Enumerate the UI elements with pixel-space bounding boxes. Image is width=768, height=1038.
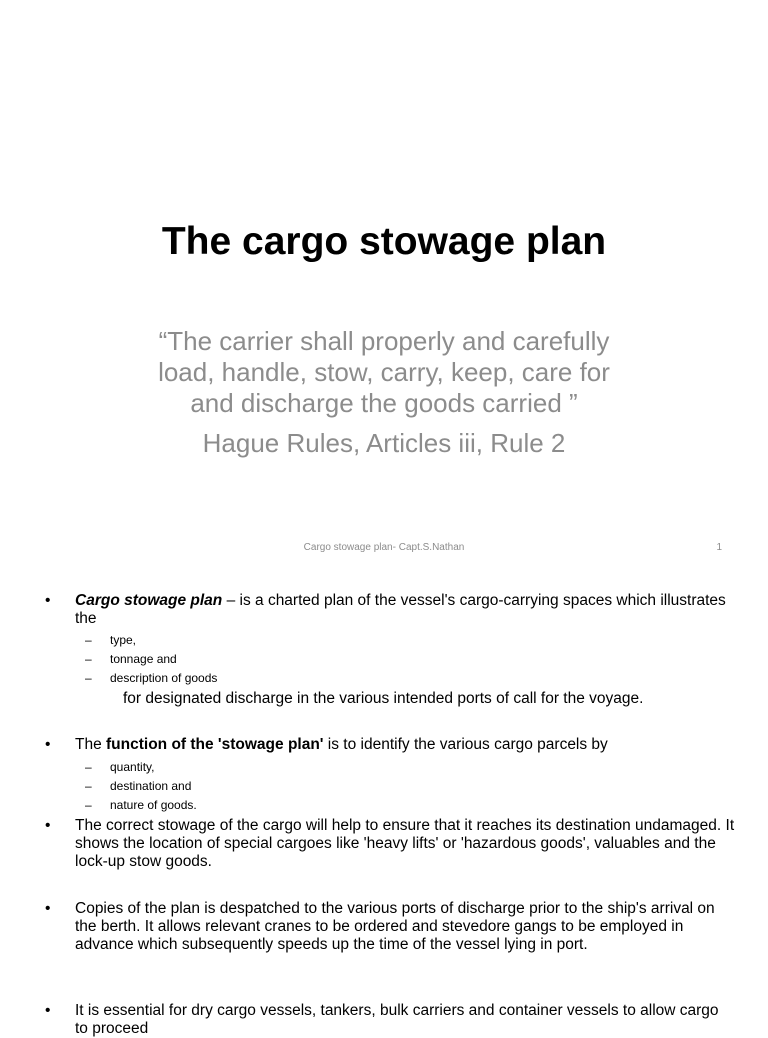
- bullet-essential: • It is essential for dry cargo vessels, tankers, bulk carriers and container vessels to allow cargo to proceed: [75, 1002, 735, 1038]
- term-cargo-stowage-plan: Cargo stowage plan: [75, 592, 223, 609]
- definition-continuation: for designated discharge in the various intended ports of call for the voyage.: [123, 690, 644, 707]
- bullet-correct-stowage: • The correct stowage of the cargo will help to ensure that it reaches its destination undamaged. It shows the location of special cargoes like 'heavy lifts' or 'hazardous goods', valuables and the lock-up stow goods.: [75, 817, 735, 871]
- sub-item: – tonnage and: [110, 650, 177, 668]
- content-slide: [0, 572, 768, 1037]
- sub-item: – destination and: [110, 777, 191, 795]
- hague-quote: [84, 326, 684, 419]
- function-term: function of the 'stowage plan': [106, 736, 324, 753]
- page-number: 1: [716, 542, 722, 553]
- quote-line: “The carrier shall properly and carefully: [158, 326, 610, 356]
- bullet-function: [75, 736, 735, 754]
- bullet-plan-copies: • Copies of the plan is despatched to the various ports of discharge prior to the ship's arrival on the berth. It allows relevant cranes to be ordered and stevedore gangs to be employed in advance which subsequently speeds up the time of the vessel lying in port.: [75, 900, 735, 954]
- function-prefix: The: [75, 736, 107, 753]
- sub-item: – quantity,: [110, 758, 154, 776]
- bullet-definition: [75, 592, 735, 628]
- function-text: is to identify the various cargo parcels by: [323, 736, 608, 753]
- quote-line: and discharge the goods carried ”: [190, 388, 578, 418]
- definition-text: – is a charted plan of the vessel's cargo-carrying spaces which illustrates the: [75, 592, 726, 627]
- slide-footer: Cargo stowage plan- Capt.S.Nathan: [303, 542, 465, 553]
- sub-item: – description of goods: [110, 669, 217, 687]
- quote-line: load, handle, stow, carry, keep, care for: [158, 357, 610, 387]
- sub-item: – type,: [110, 631, 136, 649]
- quote-citation: Hague Rules, Articles iii, Rule 2: [202, 428, 566, 458]
- slide-title: The cargo stowage plan: [161, 220, 607, 263]
- sub-item: – nature of goods.: [110, 796, 197, 814]
